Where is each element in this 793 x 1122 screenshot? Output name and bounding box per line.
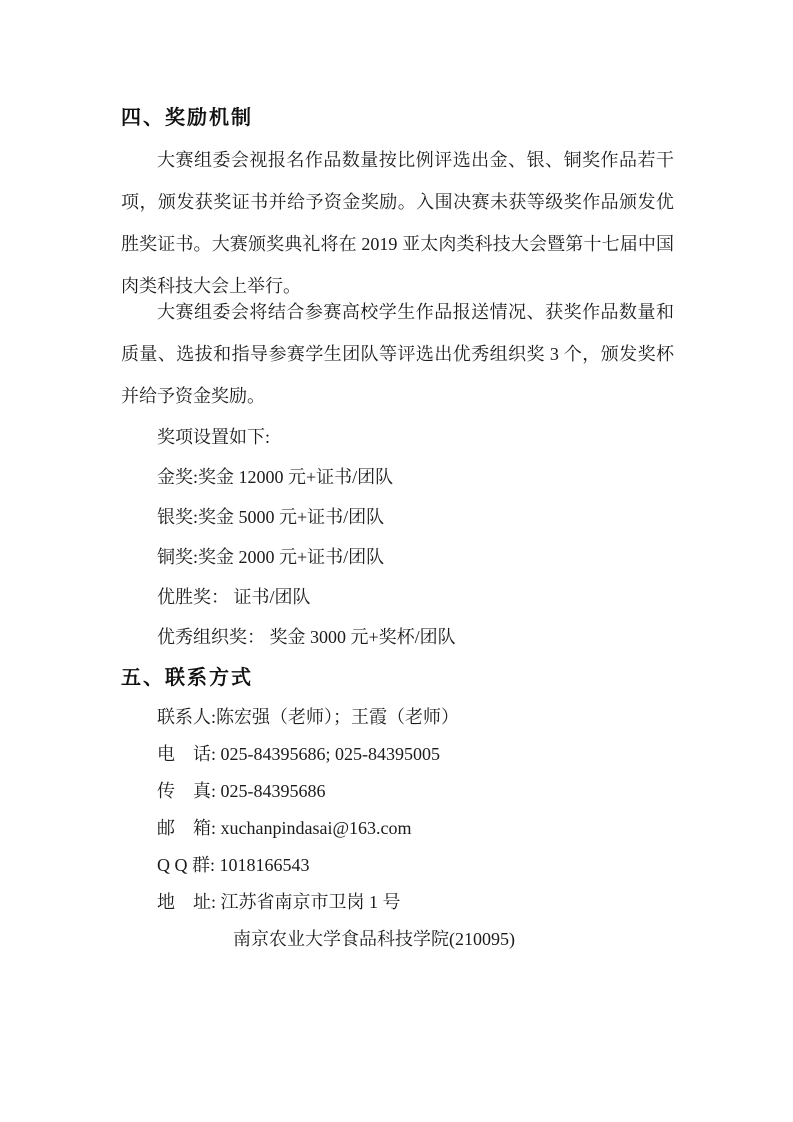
contact-address-line-2: 南京农业大学食品科技学院(210095) <box>233 929 515 949</box>
contact-fax-line: 传 真: 025-84395686 <box>157 781 326 801</box>
contact-person-line: 联系人:陈宏强（老师）；王霞（老师） <box>157 707 459 727</box>
contact-address-line: 地 址: 江苏省南京市卫岗 1 号 <box>157 892 401 912</box>
contact-phone-line: 电 话: 025-84395686; 025-84395005 <box>157 744 440 764</box>
award-line-bronze: 铜奖:奖金 2000 元+证书/团队 <box>157 547 385 567</box>
contact-qq-group-line: Q Q 群: 1018166543 <box>157 855 310 875</box>
awards-intro-line: 奖项设置如下: <box>157 427 271 447</box>
award-line-silver: 银奖:奖金 5000 元+证书/团队 <box>157 507 385 527</box>
section-4-paragraph-2: 大赛组委会将结合参赛高校学生作品报送情况、获奖作品数量和质量、选拔和指导参赛学生团队等评选出优秀组织奖 3 个，颁发奖杯并给予资金奖励。 <box>121 302 674 406</box>
award-line-organization: 优秀组织奖： 奖金 3000 元+奖杯/团队 <box>157 627 456 647</box>
section-4-heading: 四、奖励机制 <box>121 107 253 129</box>
section-5-heading: 五、联系方式 <box>121 667 253 689</box>
contact-email-line: 邮 箱: xuchanpindasai@163.com <box>157 818 412 838</box>
award-line-gold: 金奖:奖金 12000 元+证书/团队 <box>157 467 394 487</box>
award-line-winner: 优胜奖： 证书/团队 <box>157 587 311 607</box>
section-4-paragraph-1: 大赛组委会视报名作品数量按比例评选出金、银、铜奖作品若干项，颁发获奖证书并给予资金奖励。入围决赛未获等级奖作品颁发优胜奖证书。大赛颁奖典礼将在 2019 亚太肉类科技大会暨第十七届中国肉类科技大会上举行。 <box>121 150 674 296</box>
